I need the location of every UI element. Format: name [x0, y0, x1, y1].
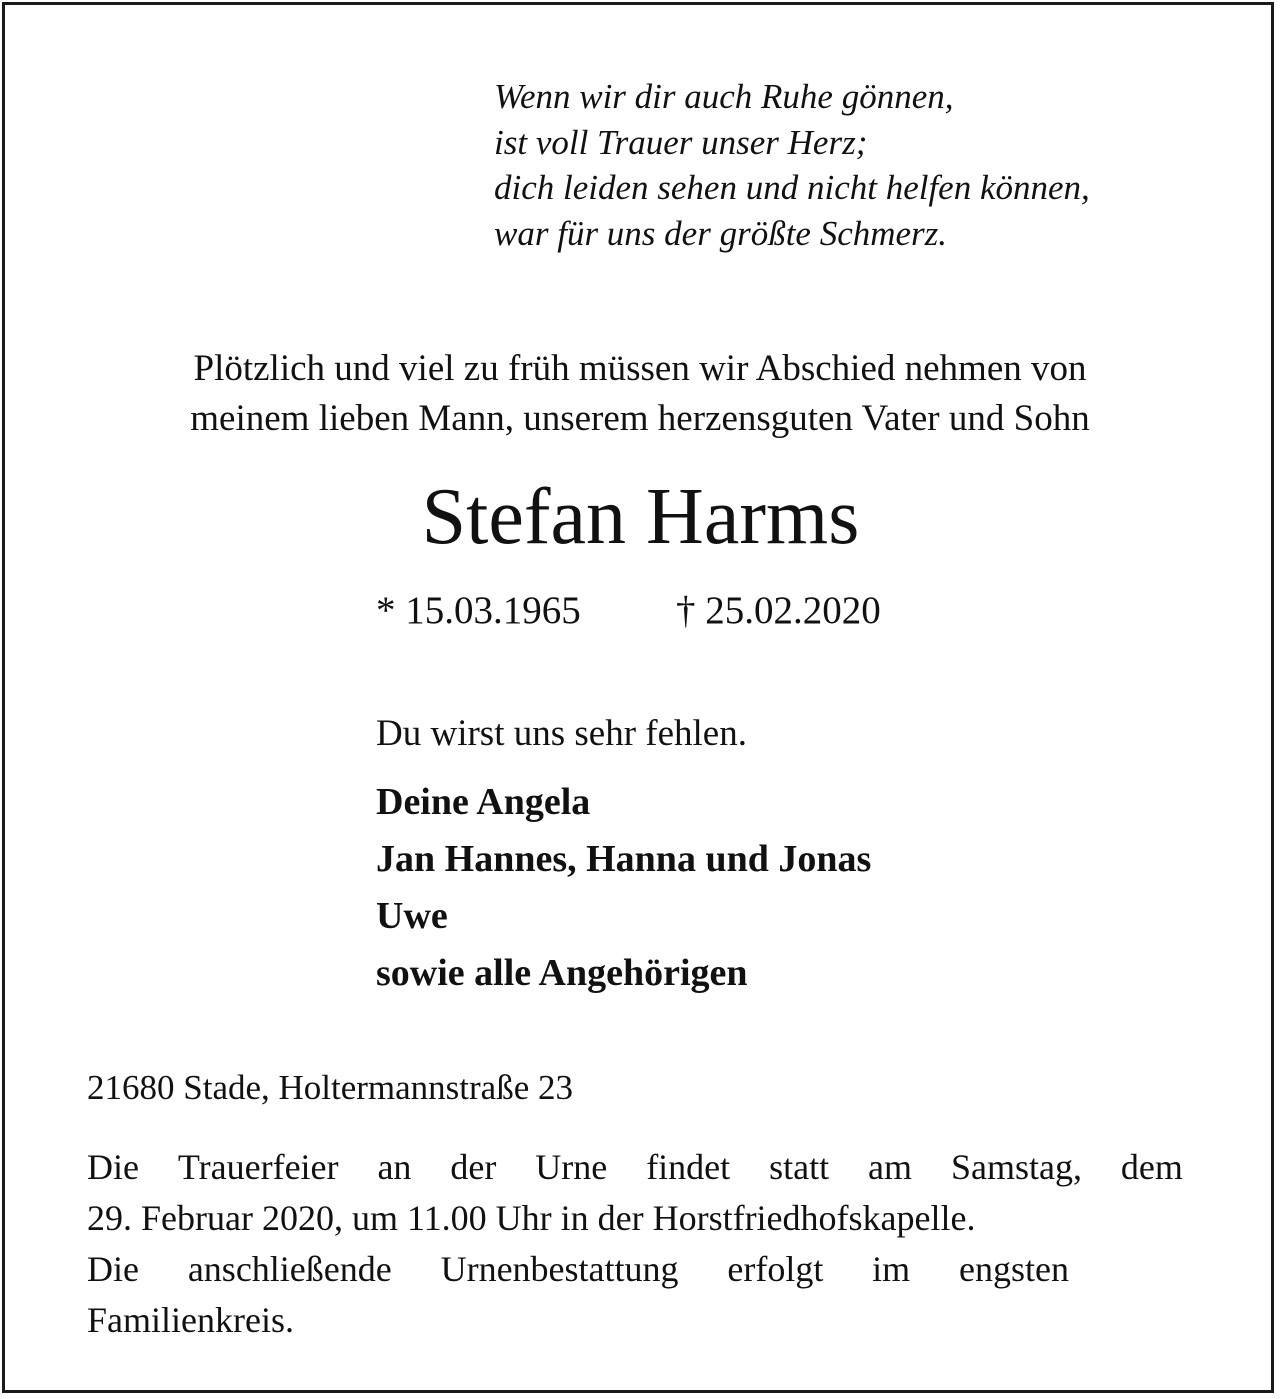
birth-date: * 15.03.1965: [376, 589, 581, 632]
service-word: an: [377, 1147, 412, 1187]
service-notice: [87, 1142, 1183, 1346]
service-word: anschließende: [187, 1249, 392, 1289]
poem-line: ist voll Trauer unser Herz;: [494, 122, 868, 162]
service-word: dem: [1120, 1147, 1183, 1187]
poem-line: war für uns der größte Schmerz.: [494, 213, 948, 253]
family-signatures: [376, 774, 871, 1002]
service-word: der: [450, 1147, 497, 1187]
deceased-name: Stefan Harms: [421, 473, 860, 561]
service-word: Samstag,: [950, 1147, 1082, 1187]
service-line-1: [87, 1142, 1183, 1193]
service-word: erfolgt: [727, 1249, 824, 1289]
farewell-text: Du wirst uns sehr fehlen.: [376, 713, 747, 754]
service-line-3: [87, 1244, 1069, 1295]
service-word: Die: [87, 1249, 139, 1289]
service-line-4: Familienkreis.: [87, 1300, 294, 1340]
service-word: im: [872, 1249, 911, 1289]
family-line: Jan Hannes, Hanna und Jonas: [376, 838, 872, 880]
life-dates: [376, 588, 881, 634]
service-word: am: [868, 1147, 913, 1187]
service-word: engsten: [959, 1249, 1069, 1289]
service-word: Urne: [535, 1147, 608, 1187]
service-word: Die: [87, 1147, 139, 1187]
service-line-2: 29. Februar 2020, um 11.00 Uhr in der Horstfriedhofskapelle.: [87, 1198, 976, 1238]
family-line: Deine Angela: [376, 781, 591, 823]
service-word: Urnenbestattung: [440, 1249, 679, 1289]
poem-line: Wenn wir dir auch Ruhe gönnen,: [494, 77, 954, 116]
family-line: Uwe: [376, 895, 448, 937]
service-word: Trauerfeier: [177, 1147, 339, 1187]
intro-line: Plötzlich und viel zu früh müssen wir Abschied nehmen von: [193, 348, 1087, 389]
poem: [494, 74, 1090, 256]
family-line: sowie alle Angehörigen: [376, 952, 748, 994]
address: 21680 Stade, Holtermannstraße 23: [87, 1068, 574, 1107]
intro-line: meinem lieben Mann, unserem herzensguten Vater und Sohn: [190, 398, 1090, 439]
intro-text: [0, 344, 1280, 444]
service-word: statt: [769, 1147, 830, 1187]
death-date: † 25.02.2020: [676, 589, 881, 632]
poem-line: dich leiden sehen und nicht helfen können,: [494, 168, 1090, 207]
service-word: findet: [646, 1147, 731, 1187]
